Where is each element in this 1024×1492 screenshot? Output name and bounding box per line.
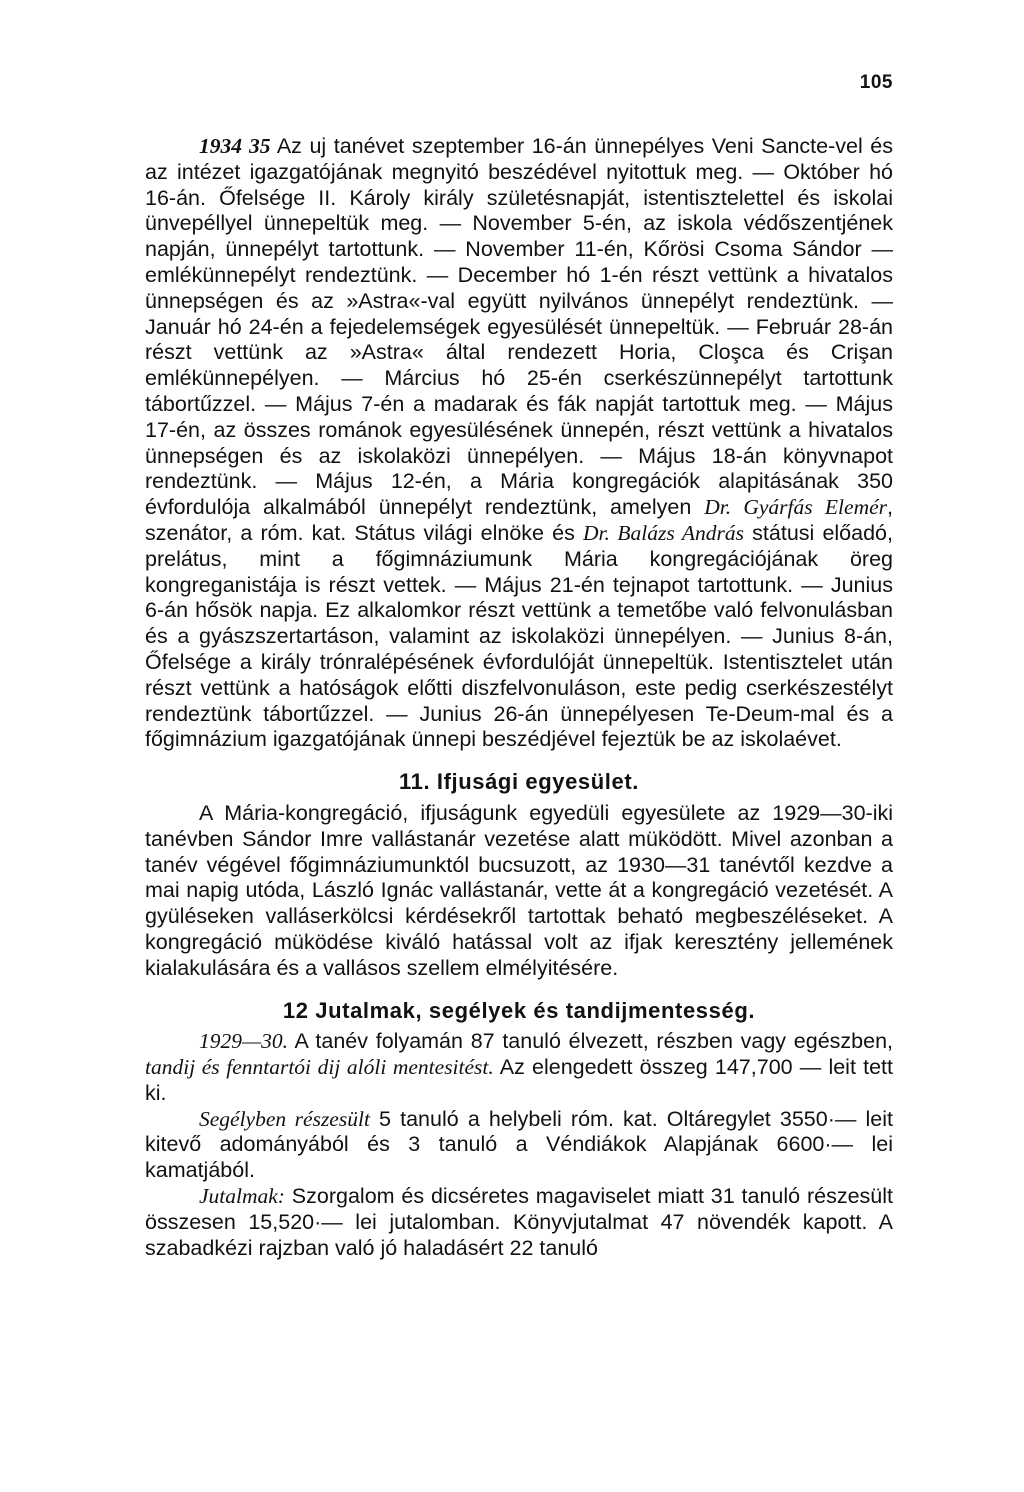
events-mid: , szenátor, a róm. kat. Státus világi elnöke és	[145, 495, 893, 545]
page-content	[145, 134, 893, 1261]
p2-italic: Segélyben részesült	[199, 1106, 370, 1131]
p1-body-a: A tanév folyamán 87 tanuló élvezett, részben vagy egészben,	[288, 1029, 893, 1054]
events-paragraph	[145, 134, 893, 753]
events-tail: státusi előadó, prelátus, mint a főgimnáziumunk Mária kongregációjának öreg kongreganistája is részt vettek. — Május 21-én tejnapot tartottunk. — Junius 6-án hősök napja. Ez alkalomkor részt vettünk a temetőbe való felvonulásban és a gyászszertartáson, valamint az iskolaközi ünnepélyen. — Junius 8-án, Őfelsége a király trónralépésének évfordulóját ünnepeltük. Istentisztelet után részt vettünk a hatóságok előtti diszfelvonuláson, este pedig cserkészestélyt rendeztünk tábortűzzel. — Junius 26-án ünnepélyesen Te-Deum-mal és a főgimnázium igazgatójának ünnepi beszédjével fejeztük be az iskolaévet.	[145, 520, 893, 752]
section-11-heading: 11. Ifjusági egyesület.	[398, 769, 639, 795]
section-12-heading: 12 Jutalmak, segélyek és tandijmentesség.	[282, 997, 756, 1023]
year-1929-lead: 1929—30.	[199, 1029, 288, 1054]
events-body: Az uj tanévet szeptember 16-án ünnepélyes Veni Sancte-vel és az intézet igazgatójának megnyitó beszédével nyitottuk meg. — Október hó 16-án. Őfelsége II. Károly király születésnapját, istentisztelettel és iskolai ünvepéllyel ünnepeltük meg. — November 5-én, az iskola védőszentjének napján, ünnepélyt tartottunk. — November 11-én, Kőrösi Csoma Sándor — emlékünnepélyt rendeztünk. — December hó 1-én részt vettünk a hivatalos ünnepségen és az »Astra«-val együtt nyilvános ünnepélyt rendeztünk. — Január hó 24-én a fejedelemségek egyesülését ünnepeltük. — Február 28-án részt vettünk az »Astra« által rendezett Horia, Cloşca és Crişan emlékünnepélyen. — Március hó 25-én cserkészünnepélyt tartottunk tábortűzzel. — Május 7-én a madarak és fák napját tartottuk meg. — Május 17-én, az összes románok egyesülésének ünnepén, részt vettünk a hivatalos ünnepségen és az iskolaközi ünnepélyen. — Május 18-án könyvnapot rendeztünk. — Május 12-én, a Mária kongregációk alapitásának 350 évfordulója alkalmából ünnepélyt rendeztünk, amelyen	[145, 134, 893, 520]
p1-italic: tandij és fenntartói dij alóli mentesitést.	[145, 1055, 494, 1080]
p2-body: 5 tanuló a helybeli róm. kat. Oltáregylet 3550·— leit kitevő adományából és 3 tanuló a Véndiákok Alapjának 6600·— lei kamatjából.	[145, 1106, 893, 1183]
name-balazs: Dr. Balázs András	[582, 520, 745, 545]
year-lead: 1934 35	[199, 134, 271, 158]
section-12-paragraph-1	[145, 1029, 893, 1106]
p1-body-b: Az elengedett összeg 147,700 — leit tett ki.	[145, 1055, 893, 1105]
section-12-paragraph-3	[145, 1184, 893, 1261]
section-12-paragraph-2	[145, 1107, 893, 1184]
section-11-paragraph: A Mária-kongregáció, ifjuságunk egyedüli egyesülete az 1929—30-iki tanévben Sándor Imre vallástanár vezetése alatt müködött. Mivel azonban a tanév végével főgimnáziumunktól bucsuzott, az 1930—31 tanévtől kezdve a mai napig utóda, László Ignác vallástanár, vette át a kongregáció vezetését. A gyüléseken valláserkölcsi kérdésekről tartottak beható megbeszéléseket. A kongregáció müködése kiváló hatással volt az ifjak keresztény jellemének kialakulására és a vallásos szellem elmélyitésére.	[145, 800, 893, 980]
p3-body: Szorgalom és dicséretes magaviselet miatt 31 tanuló részesült összesen 15,520·— lei jutalomban. Könyvjutalmat 47 növendék kapott. A szabadkézi rajzban való jó haladásért 22 tanuló	[145, 1184, 893, 1260]
p3-italic: Jutalmak:	[199, 1184, 285, 1209]
page-number: 105	[859, 72, 893, 93]
name-gyarfas: Dr. Gyárfás Elemér	[704, 495, 888, 520]
